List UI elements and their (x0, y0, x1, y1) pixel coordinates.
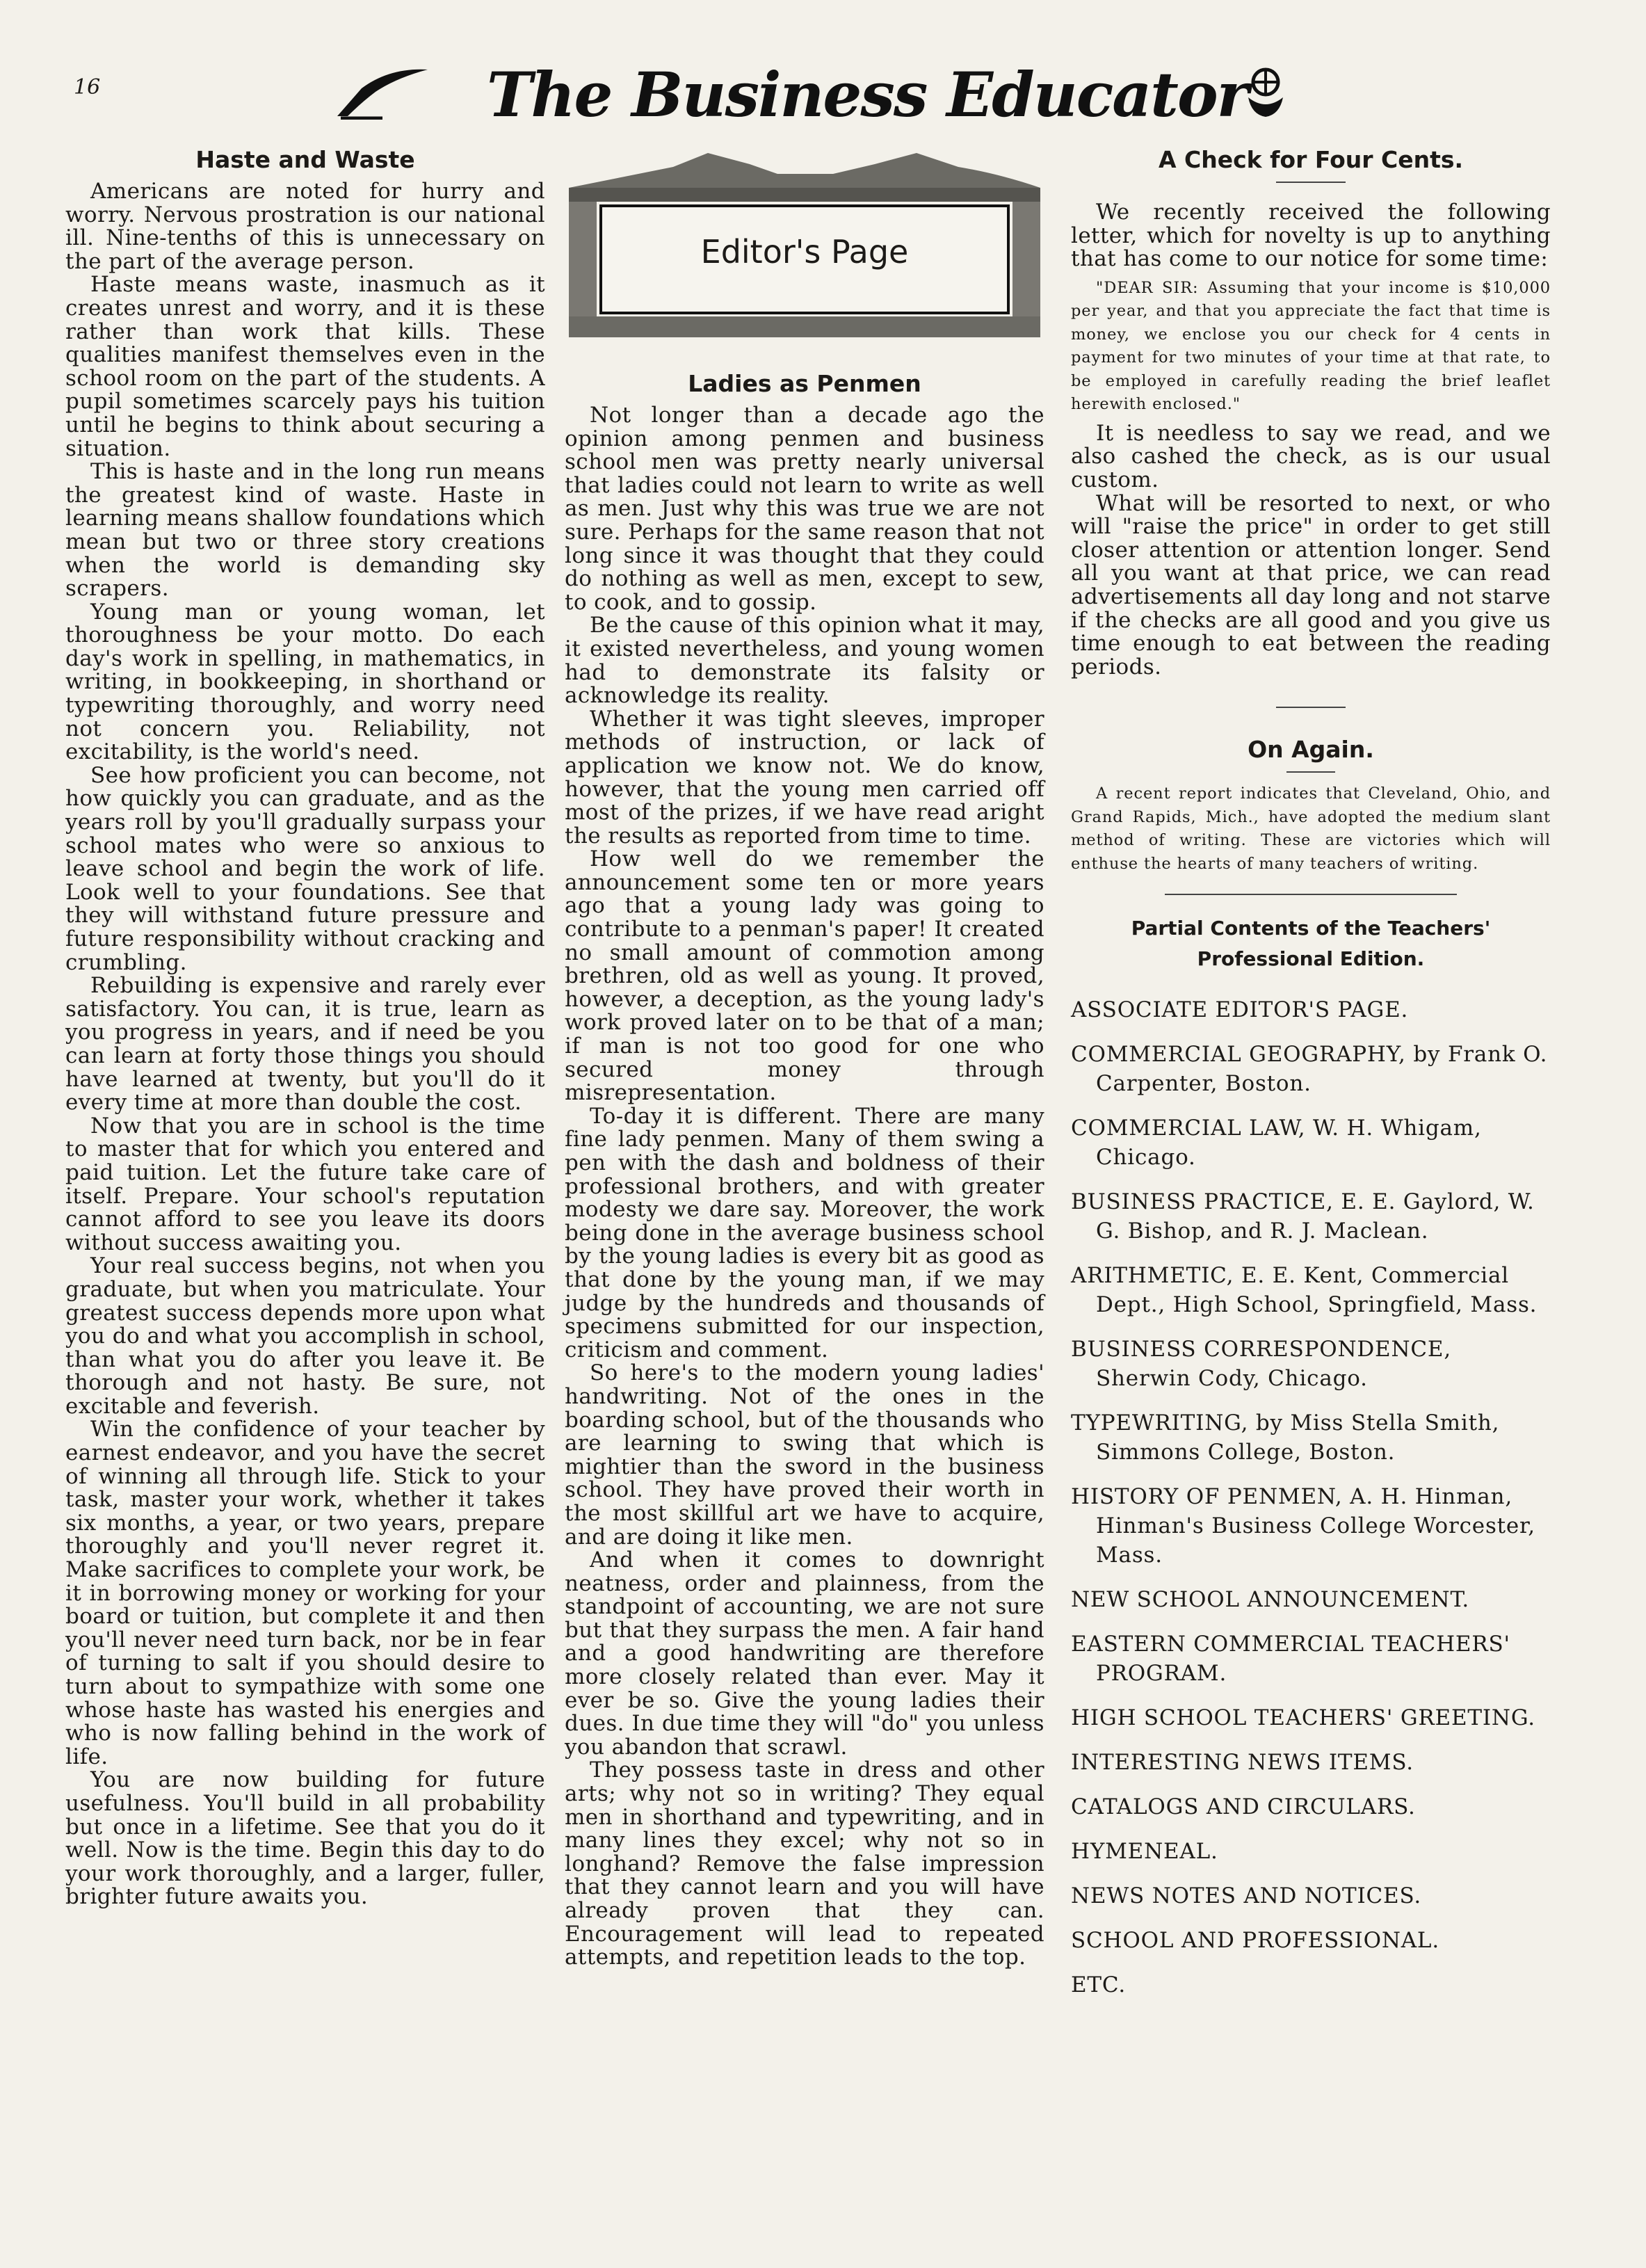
contents-item: BUSINESS PRACTICE, E. E. Gaylord, W. G. Bishop, and R. J. Maclean. (1071, 1189, 1535, 1244)
paragraph: A recent report indicates that Cleveland, Ohio, and Grand Rapids, Mich., have adopted the medium slant method of writing. These are victories which will enthuse the hearts of many teachers of writing. (1071, 785, 1551, 873)
paragraph: To-day it is different. There are many fine lady penmen. Many of them swing a pen with the dash and boldness of their professional brothers, and with greater modesty we dare say. Moreover, the work being done in the average business school by the young ladies is every bit as good as that done by the young man, if we may judge by the hundreds and thousands of specimens submitted for our inspection, criticism and comment. (565, 1103, 1044, 1362)
paragraph: You are now building for future usefulness. You'll build in all probability but once in a lifetime. See that you do it well. Now is the time. Begin this day to do your work thoroughly, and a larger, fuller, brighter future awaits you. (65, 1767, 545, 1910)
masthead-title: The Business Educator (487, 58, 1248, 131)
paragraph: Haste means waste, inasmuch as it creates unrest and worry, and it is these rather than work that kills. These qualities manifest themselves even in the school room on the part of the students. A pupil sometimes scarcely pays his tuition until he begins to think about securing a situation. (65, 272, 545, 461)
heading-ladies-as-penmen: Ladies as Penmen (688, 370, 921, 397)
paragraph: So here's to the modern young ladies' handwriting. Not of the ones in the boarding school, but of the thousands who are learning to swing that which is mightier than the sword in the business school. They have proved their worth in the most skillful art we have to acquire, and are doing it like men. (565, 1360, 1044, 1550)
divider (1276, 707, 1346, 708)
divider (1165, 894, 1457, 895)
divider (1276, 182, 1346, 183)
paragraph: Be the cause of this opinion what it may, it existed nevertheless, and young women had to demonstrate its falsity or acknowledge its reality. (565, 613, 1044, 709)
masthead (334, 50, 1307, 131)
paragraph: Rebuilding is expensive and rarely ever satisfactory. You can, it is true, learn as you progress in years, and if need be you can learn at forty those things you should have learned at twenty, but you'll do it every time at more than double the cost. (65, 973, 545, 1116)
heading-haste-and-waste: Haste and Waste (195, 146, 415, 173)
paragraph: Young man or young woman, let thoroughness be your motto. Do each day's work in spelling, in mathematics, in writing, in bookkeeping, in shorthand or typewriting thoroughly, and worry need not concern you. Reliability, not excitability, is the world's need. (65, 599, 545, 765)
ornament-emblem-icon (1238, 63, 1293, 118)
contents-item: HIGH SCHOOL TEACHERS' GREETING. (1071, 1705, 1535, 1731)
contents-item: CATALOGS AND CIRCULARS. (1071, 1794, 1416, 1820)
editors-page-banner (569, 146, 1040, 342)
heading-partial-contents: Partial Contents of the Teachers' Professional Edition. (1131, 917, 1491, 971)
contents-item: NEW SCHOOL ANNOUNCEMENT. (1071, 1587, 1470, 1613)
contents-item: NEWS NOTES AND NOTICES. (1071, 1883, 1422, 1909)
contents-item: SCHOOL AND PROFESSIONAL. (1071, 1928, 1439, 1954)
contents-item: COMMERCIAL LAW, W. H. Whigam, Chicago. (1071, 1116, 1482, 1171)
paragraph: Win the confidence of your teacher by earnest endeavor, and you have the secret of winning all through life. Stick to your task, master your work, whether it takes six months, a year, or two years, prepare thoroughly and you'll never regret it. Make sacrifices to complete your work, be it in borrowing money or working for your board or tuition, but complete it and then you'll never need turn back, nor be in fear of turning to salt if you should desire to turn about to sympathize with some one whose haste has wasted his energies and who is now falling behind in the work of life. (65, 1417, 545, 1769)
divider (1286, 771, 1335, 773)
contents-item: EASTERN COMMERCIAL TEACHERS' PROGRAM. (1071, 1632, 1510, 1687)
quill-pen-icon (334, 64, 431, 120)
contents-item: INTERESTING NEWS ITEMS. (1071, 1750, 1414, 1776)
paragraph: Not longer than a decade ago the opinion among penmen and business school men was pretty nearly universal that ladies could not learn to write as well as men. Just why this was true we are not sure. Perhaps for the same reason that not long since it was thought that they could do nothing as well as men, except to sew, to cook, and to gossip. (565, 403, 1044, 615)
column-haste-and-waste (65, 146, 545, 1909)
contents-item: TYPEWRITING, by Miss Stella Smith, Simmons College, Boston. (1071, 1410, 1500, 1465)
contents-item: ETC. (1071, 1972, 1126, 1998)
paragraph: How well do we remember the announcement some ten or more years ago that a young lady was going to contribute to a penman's paper! It created no small amount of commotion among brethren, old as well as young. It proved, however, a deception, as the young lady's work proved later on to be that of a man; if man is not too good for one who secured money through misrepresentation. (565, 846, 1044, 1106)
contents-item: ASSOCIATE EDITOR'S PAGE. (1071, 997, 1409, 1023)
paragraph: Now that you are in school is the time to master that for which you entered and paid tuition. Let the future take care of itself. Prepare. Your school's reputation cannot afford to see you leave its doors without success awaiting you. (65, 1113, 545, 1255)
quoted-letter: "DEAR SIR: Assuming that your income is $10,000 per year, and that you appreciate the fact that time is money, we enclose you our check for 4 cents in payment for two minutes of your time at that rate, to be employed in carefully reading the brief leaflet herewith enclosed." (1071, 278, 1551, 414)
contents-item: HYMENEAL. (1071, 1839, 1218, 1865)
paragraph: We recently received the following letter, which for novelty is up to anything that has come to our notice for some time: (1071, 200, 1551, 272)
heading-on-again: On Again. (1248, 736, 1374, 764)
heading-check-for-four-cents: A Check for Four Cents. (1158, 146, 1464, 173)
editors-page-title: Editor's Page (700, 233, 909, 271)
paragraph: What will be resorted to next, or who will "raise the price" in order to get still closer attention or attention longer. Send all you want at that price, we can read advertisements all day long and not starve if the checks are all good and you give us time enough to eat between the reading periods. (1071, 490, 1551, 679)
paragraph: Americans are noted for hurry and worry. Nervous prostration is our national ill. Nine-tenths of this is unnecessary on the part of the average person. (65, 179, 545, 274)
paragraph: Whether it was tight sleeves, improper methods of instruction, or lack of application we know not. We do know, however, that the young men carried off most of the prizes, if we have read aright the results as reported from time to time. (565, 706, 1044, 849)
contents-item: HISTORY OF PENMEN, A. H. Hinman, Hinman's Business College Worcester, Mass. (1071, 1484, 1535, 1568)
column-notices (1071, 146, 1551, 2015)
paragraph: This is haste and in the long run means the greatest kind of waste. Haste in learning means shallow foundations which mean but two or three story creations when the world is demanding sky scrapers. (65, 459, 545, 602)
contents-item: ARITHMETIC, E. E. Kent, Commercial Dept., High School, Springfield, Mass. (1071, 1263, 1538, 1318)
contents-item: COMMERCIAL GEOGRAPHY, by Frank O. Carpenter, Boston. (1071, 1042, 1548, 1097)
page-number: 16 (74, 75, 101, 99)
paragraph: They possess taste in dress and other arts; why not so in writing? They equal men in shorthand and typewriting, and in many lines they excel; why not so in longhand? Remove the false impression that they cannot learn and you will have already proven that they can. Encouragement will lead to repeated attempts, and repetition leads to the top. (565, 1758, 1044, 1970)
contents-item: BUSINESS CORRESPONDENCE, Sherwin Cody, Chicago. (1071, 1337, 1452, 1392)
paragraph: Your real success begins, not when you graduate, but when you matriculate. Your greatest success depends more upon what you do and what you accomplish in school, than what you do after you leave it. Be thorough and not hasty. Be sure, not excitable and feverish. (65, 1253, 545, 1419)
paragraph: See how proficient you can become, not how quickly you can graduate, and as the years roll by you'll gradually surpass your school mates who were so anxious to leave school and begin the work of life. Look well to your foundations. See that they will withstand future pressure and future responsibility without cracking and crumbling. (65, 762, 545, 975)
column-editors-page (565, 146, 1044, 1970)
paragraph: It is needless to say we read, and we also cashed the check, as is our usual custom. (1071, 420, 1551, 492)
paragraph: And when it comes to downright neatness, order and plainness, from the standpoint of accounting, we are not sure but that they surpass the men. A fair hand and a good handwriting are therefore more closely related than ever. May it ever be so. Give the young ladies their dues. In due time they will "do" you unless you abandon that scrawl. (565, 1547, 1044, 1760)
